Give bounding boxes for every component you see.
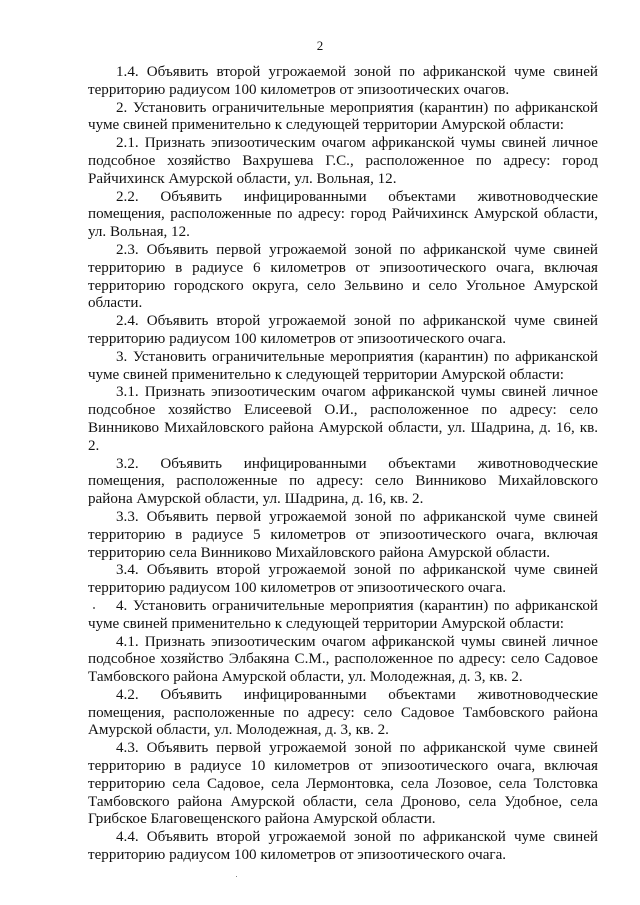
paragraph-2: 2. Установить ограничительные мероприятия (карантин) по африканской чуме свиней применительно к следующей территории Амурской области: — [88, 99, 598, 134]
paragraph-3-3: 3.3. Объявить первой угрожаемой зоной по африканской чуме свиней территорию в радиусе 5 километров от эпизоотического очага, включая территорию села Винниково Михайловского района Амурской области. — [88, 508, 598, 561]
paragraph-2-3: 2.3. Объявить первой угрожаемой зоной по африканской чуме свиней территорию в радиусе 6 километров от эпизоотического очага, включая территорию городского округа, село Зельвино и село Угольное Амурской области. — [88, 241, 598, 312]
paragraph-3-2: 3.2. Объявить инфицированными объектами животноводческие помещения, расположенные по адресу: село Винниково Михайловского района Амурской области, ул. Шадрина, д. 16, кв. 2. — [88, 455, 598, 508]
paragraph-4-3: 4.3. Объявить первой угрожаемой зоной по африканской чуме свиней территорию в радиусе 10 километров от эпизоотического очага, включая территорию села Садовое, села Лермонтовка, села Лозовое, села Толстовка Тамбовского района Амурской области, села Дроново, села Удобное, села Грибское Благовещенского района Амурской области. — [88, 740, 598, 828]
paragraph-2-2: 2.2. Объявить инфицированными объектами животноводческие помещения, расположенные по адресу: город Райчихинск Амурской области, ул. Вольная, 12. — [88, 188, 598, 241]
paragraph-3: 3. Установить ограничительные мероприятия (карантин) по африканской чуме свиней применительно к следующей территории Амурской области: — [88, 348, 598, 383]
paragraph-4-4: 4.4. Объявить второй угрожаемой зоной по африканской чуме свиней территорию радиусом 100 километров от эпизоотического очага. — [88, 829, 598, 864]
paragraph-3-1: 3.1. Признать эпизоотическим очагом африканской чумы свиней личное подсобное хозяйство Елисеевой О.И., расположенное по адресу: село Винниково Михайловского района Амурской области, ул. Шадрина, д. 16, кв. 2. — [88, 384, 598, 454]
paragraph-4-1: 4.1. Признать эпизоотическим очагом африканской чумы свиней личное подсобное хозяйство Элбакяна С.М., расположенное по адресу: село Садовое Тамбовского района Амурской области, ул. Молодежная, д. 3, кв. 2. — [88, 633, 598, 686]
paragraph-4: 4. Установить ограничительные мероприятия (карантин) по африканской чуме свиней применительно к следующей территории Амурской области: — [88, 597, 598, 632]
document-body — [88, 64, 598, 865]
paragraph-1-4: 1.4. Объявить второй угрожаемой зоной по африканской чуме свиней территорию радиусом 100 километров от эпизоотических очагов. — [88, 64, 598, 98]
paragraph-4-2: 4.2. Объявить инфицированными объектами животноводческие помещения, расположенные по адресу: село Садовое Тамбовского района Амурской области, ул. Молодежная, д. 3, кв. 2. — [88, 686, 598, 739]
paragraph-3-4: 3.4. Объявить второй угрожаемой зоной по африканской чуме свиней территорию радиусом 100 километров от эпизоотического очага. — [88, 562, 598, 597]
scan-speck — [93, 607, 95, 609]
paragraph-2-1: 2.1. Признать эпизоотическим очагом африканской чумы свиней личное подсобное хозяйство Вахрушева Г.С., расположенное по адресу: город Райчихинск Амурской области, ул. Вольная, 12. — [88, 135, 598, 187]
page-number: 2 — [316, 38, 324, 53]
paragraph-2-4: 2.4. Объявить второй угрожаемой зоной по африканской чуме свиней территорию радиусом 100 километров от эпизоотического очага. — [88, 313, 598, 347]
scan-speck — [236, 876, 237, 877]
